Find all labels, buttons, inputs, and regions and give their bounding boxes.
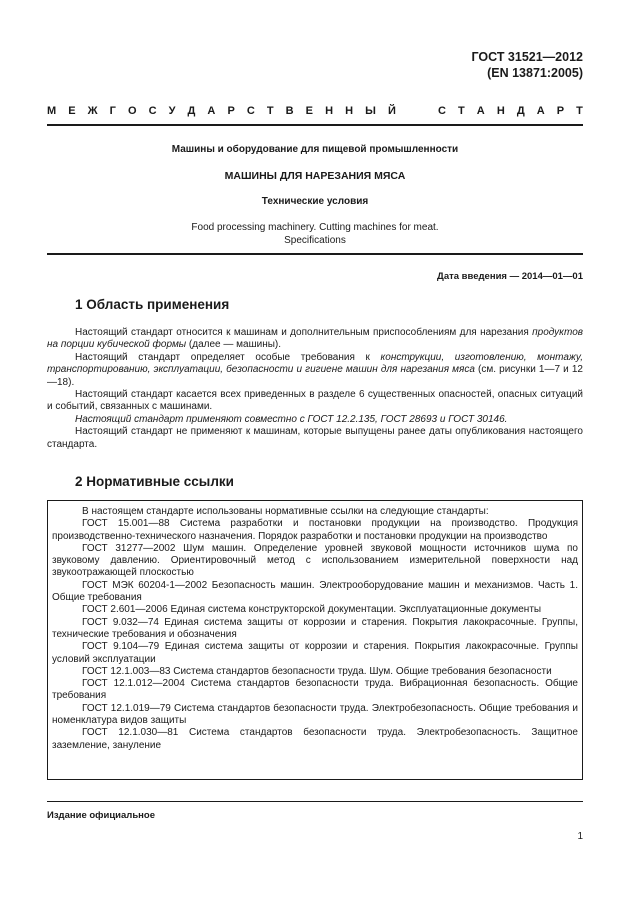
banner-letter: А	[536, 105, 545, 117]
interstate-standard-banner	[47, 104, 583, 118]
text: (см. рисунки 1—7 и 12—18).	[47, 364, 583, 388]
banner-letter: Т	[576, 105, 583, 117]
italic-text: конструкции, изготовлению, монтажу, транспортированию, эксплуатации, безопасности и гигиене машин для нарезания мяса	[47, 351, 583, 376]
text: Настоящий стандарт относится к машинам и дополнительным приспособлениям для нарезания	[75, 327, 533, 338]
standard-designation	[471, 49, 583, 81]
reference-item: ГОСТ 2.601—2006 Единая система конструкторской документации. Эксплуатационные документы	[82, 604, 542, 616]
reference-item: ГОСТ 12.1.012—2004 Система стандартов безопасности труда. Вибрационная безопасность. Общие требования	[52, 678, 578, 702]
banner-letter: Е	[68, 105, 76, 117]
english-title	[47, 222, 583, 247]
footer-rule	[47, 801, 583, 802]
banner-letter: С	[148, 105, 157, 117]
reference-item: ГОСТ 9.104—79 Единая система защиты от коррозии и старения. Покрытия лакокрасочные. Группы условий эксплуатации	[52, 641, 578, 665]
banner-letter: С	[246, 105, 255, 117]
section-1-heading: 1 Область применения	[75, 297, 230, 312]
paragraph	[47, 327, 583, 352]
title-rule	[47, 253, 583, 255]
banner-letter: Н	[496, 105, 505, 117]
standard-number: ГОСТ 31521—2012	[471, 50, 583, 64]
banner-letter: У	[168, 105, 176, 117]
section-1-body	[47, 327, 583, 451]
banner-letter: Р	[227, 105, 235, 117]
banner-letter: М	[47, 105, 57, 117]
banner-letter: Й	[387, 105, 396, 117]
text: Настоящий стандарт определяет особые требования к	[75, 351, 381, 363]
reference-item: В настоящем стандарте использованы нормативные ссылки на следующие стандарты:	[82, 506, 489, 517]
paragraph: Настоящий стандарт не применяют к машинам, которые выпущены ранее даты опубликования настоящего стандарта.	[47, 426, 583, 450]
banner-letter: А	[476, 105, 485, 117]
banner-letter: О	[127, 105, 137, 117]
banner-letter: В	[285, 105, 294, 117]
paragraph: Настоящий стандарт касается всех приведенных в разделе 6 существенных опасностей, опасных ситуаций и событий, связанных с машинами.	[47, 389, 583, 413]
official-edition-label: Издание официальное	[47, 810, 155, 821]
introduction-date: Дата введения — 2014—01—01	[437, 271, 583, 282]
banner-letter: Г	[109, 105, 116, 117]
equivalent-standard: (EN 13871:2005)	[487, 66, 583, 80]
reference-item: ГОСТ МЭК 60204-1—2002 Безопасность машин. Электрооборудование машин и механизмов. Часть 1. Общие требования	[52, 579, 578, 604]
page-number: 1	[577, 831, 583, 842]
product-group-title: Машины и оборудование для пищевой промышленности	[171, 144, 459, 155]
reference-item: ГОСТ 9.032—74 Единая система защиты от коррозии и старения. Покрытия лакокрасочные. Группы, технические требования и обозначения	[52, 616, 578, 640]
banner-letter: Р	[556, 105, 565, 117]
banner-letter: Т	[266, 105, 274, 117]
banner-letter: Ы	[365, 105, 376, 117]
english-title-line: Food processing machinery. Cutting machines for meat.	[191, 222, 439, 233]
reference-item: ГОСТ 12.1.003—83 Система стандартов безопасности труда. Шум. Общие требования безопасности	[82, 665, 552, 677]
paragraph	[47, 352, 583, 389]
banner-letter: Н	[345, 105, 354, 117]
section-2-heading: 2 Нормативные ссылки	[75, 474, 234, 489]
reference-item: ГОСТ 12.1.019—79 Система стандартов безопасности труда. Электробезопасность. Общие требования и номенклатура видов защиты	[52, 702, 578, 727]
paragraph: Настоящий стандарт применяют совместно с ГОСТ 12.2.135, ГОСТ 28693 и ГОСТ 30146.	[75, 413, 508, 425]
italic-text: продуктов на порции кубической формы	[47, 327, 583, 351]
banner-letter: С	[437, 105, 446, 117]
banner-letter: Т	[458, 105, 465, 117]
text: (далее — машины).	[186, 339, 282, 351]
english-title-line: Specifications	[284, 234, 346, 246]
banner-letter: Н	[325, 105, 334, 117]
banner-letter: А	[207, 105, 216, 117]
banner-letter: Е	[305, 105, 314, 117]
banner-letter: Д	[516, 105, 525, 117]
document-subtitle: Технические условия	[261, 196, 369, 207]
banner-letter: Д	[187, 105, 196, 117]
reference-item: ГОСТ 15.001—88 Система разработки и постановки продукции на производство. Продукция производственно-технического назначения. Порядок разработки и постановки продукции на производство	[52, 518, 578, 542]
banner-rule	[47, 124, 583, 126]
reference-item: ГОСТ 31277—2002 Шум машин. Определение уровней звуковой мощности источников шума по звуковому давлению. Ориентировочный метод с использованием измерительной поверхности над звукоотражающей плоскостью	[52, 542, 578, 579]
banner-letter: Ж	[87, 105, 98, 117]
normative-references-list	[52, 506, 578, 752]
document-title: МАШИНЫ ДЛЯ НАРЕЗАНИЯ МЯСА	[224, 170, 406, 182]
reference-item: ГОСТ 12.1.030—81 Система стандартов безопасности труда. Электробезопасность. Защитное заземление, зануление	[52, 727, 578, 751]
